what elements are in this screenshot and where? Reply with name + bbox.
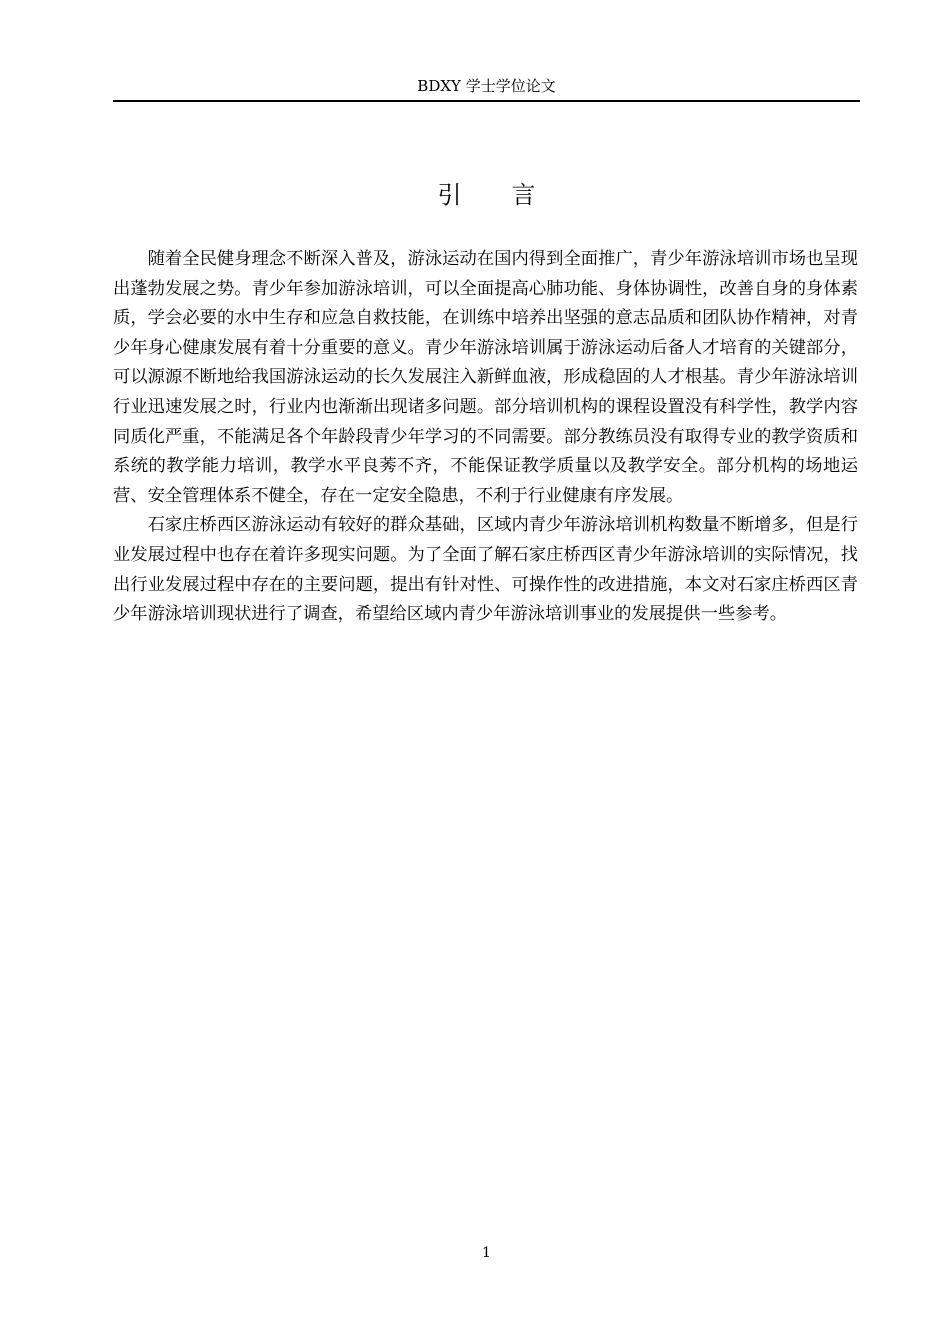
section-title-char-1: 引 bbox=[437, 181, 462, 209]
section-title-char-2: 言 bbox=[511, 181, 536, 209]
section-title bbox=[113, 178, 860, 212]
body-text bbox=[113, 245, 858, 630]
paragraph-1: 随着全民健身理念不断深入普及，游泳运动在国内得到全面推广，青少年游泳培训市场也呈现出蓬勃发展之势。青少年参加游泳培训，可以全面提高心肺功能、身体协调性，改善自身的身体素质，学会必要的水中生存和应急自救技能，在训练中培养出坚强的意志品质和团队协作精神，对青少年身心健康发展有着十分重要的意义。青少年游泳培训属于游泳运动后备人才培育的关键部分，可以源源不断地给我国游泳运动的长久发展注入新鲜血液，形成稳固的人才根基。青少年游泳培训行业迅速发展之时，行业内也渐渐出现诸多问题。部分培训机构的课程设置没有科学性，教学内容同质化严重，不能满足各个年龄段青少年学习的不同需要。部分教练员没有取得专业的教学资质和系统的教学能力培训，教学水平良莠不齐，不能保证教学质量以及教学安全。部分机构的场地运营、安全管理体系不健全，存在一定安全隐患，不利于行业健康有序发展。 bbox=[113, 249, 858, 506]
page-number: 1 bbox=[482, 1245, 491, 1261]
running-header: BDXY 学士学位论文 bbox=[417, 77, 556, 95]
header-rule bbox=[113, 100, 860, 102]
paragraph-2: 石家庄桥西区游泳运动有较好的群众基础，区域内青少年游泳培训机构数量不断增多，但是行业发展过程中也存在着许多现实问题。为了全面了解石家庄桥西区青少年游泳培训的实际情况，找出行业发展过程中存在的主要问题，提出有针对性、可操作性的改进措施，本文对石家庄桥西区青少年游泳培训现状进行了调查，希望给区域内青少年游泳培训事业的发展提供一些参考。 bbox=[113, 515, 858, 625]
